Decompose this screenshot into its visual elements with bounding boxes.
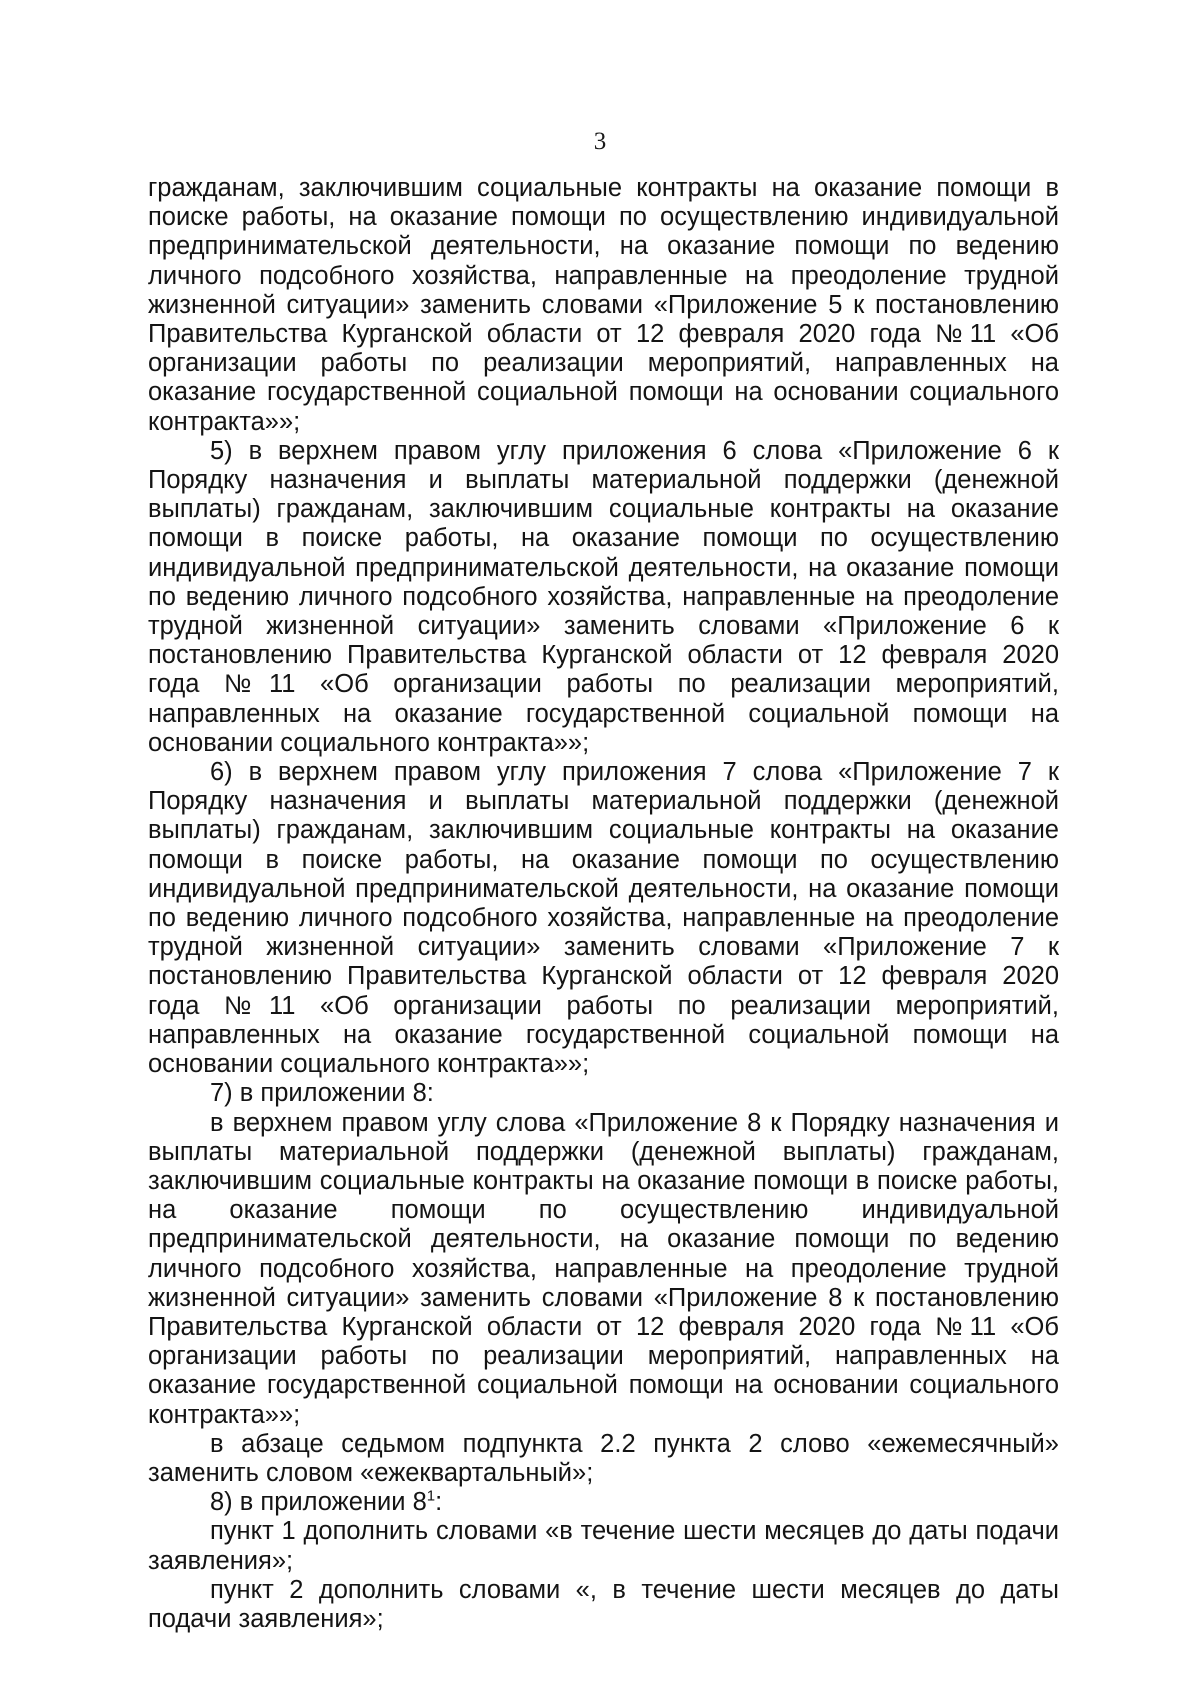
paragraph-item-5: 5) в верхнем правом углу приложения 6 слова «Приложение 6 к Порядку назначения и выплаты материальной поддержки (денежной выплаты) гражданам, заключившим социальные контракты на оказание помощи в поиске работы, на оказание помощи по осуществлению индивидуальной предпринимательской деятельности, на оказание помощи по ведению личного подсобного хозяйства, направленные на преодоление трудной жизненной ситуации» заменить словами «Приложение 6 к постановлению Правительства Курганской области от 12 февраля 2020 года №11 «Об организации работы по реализации мероприятий, направленных на оказание государственной социальной помощи на основании социального контракта»»; <box>148 436 1059 757</box>
page-number: 3 <box>593 128 607 155</box>
paragraph-item-6: 6) в верхнем правом углу приложения 7 слова «Приложение 7 к Порядку назначения и выплаты материальной поддержки (денежной выплаты) гражданам, заключившим социальные контракты на оказание помощи в поиске работы, на оказание помощи по осуществлению индивидуальной предпринимательской деятельности, на оказание помощи по ведению личного подсобного хозяйства, направленные на преодоление трудной жизненной ситуации» заменить словами «Приложение 7 к постановлению Правительства Курганской области от 12 февраля 2020 года №11 «Об организации работы по реализации мероприятий, направленных на оказание государственной социальной помощи на основании социального контракта»»; <box>148 758 1059 1079</box>
paragraph-item-7-subpoint: в абзаце седьмом подпункта 2.2 пункта 2 слово «ежемесячный» заменить словом «ежеквартальный»; <box>148 1429 1059 1487</box>
paragraph-item-7-upper-corner: в верхнем правом углу слова «Приложение 8 к Порядку назначения и выплаты материальной поддержки (денежной выплаты) гражданам, заключившим социальные контракты на оказание помощи в поиске работы, на оказание помощи по осуществлению индивидуальной предпринимательской деятельности, на оказание помощи по ведению личного подсобного хозяйства, направленные на преодоление трудной жизненной ситуации» заменить словами «Приложение 8 к постановлению Правительства Курганской области от 12 февраля 2020 года №11 «Об организации работы по реализации мероприятий, направленных на оказание государственной социальной помощи на основании социального контракта»»; <box>148 1108 1059 1429</box>
document-body <box>148 174 1059 1634</box>
paragraph-point-2: пункт 2 дополнить словами «, в течение шести месяцев до даты подачи заявления»; <box>148 1575 1059 1633</box>
paragraph-item-7: 7) в приложении 8: <box>210 1079 434 1108</box>
paragraph-item-8-colon: : <box>435 1488 443 1517</box>
paragraph-point-1: пункт 1 дополнить словами «в течение шести месяцев до даты подачи заявления»; <box>148 1517 1059 1575</box>
superscript-index: 1 <box>426 1487 436 1505</box>
paragraph-continuation: гражданам, заключившим социальные контракты на оказание помощи в поиске работы, на оказание помощи по осуществлению индивидуальной предпринимательской деятельности, на оказание помощи по ведению личного подсобного хозяйства, направленные на преодоление трудной жизненной ситуации» заменить словами «Приложение 5 к постановлению Правительства Курганской области от 12 февраля 2020 года №11 «Об организации работы по реализации мероприятий, направленных на оказание государственной социальной помощи на основании социального контракта»»; <box>148 174 1059 436</box>
paragraph-item-8 <box>148 1488 1059 1517</box>
paragraph-item-8-text: 8) в приложении 8 <box>210 1488 427 1517</box>
